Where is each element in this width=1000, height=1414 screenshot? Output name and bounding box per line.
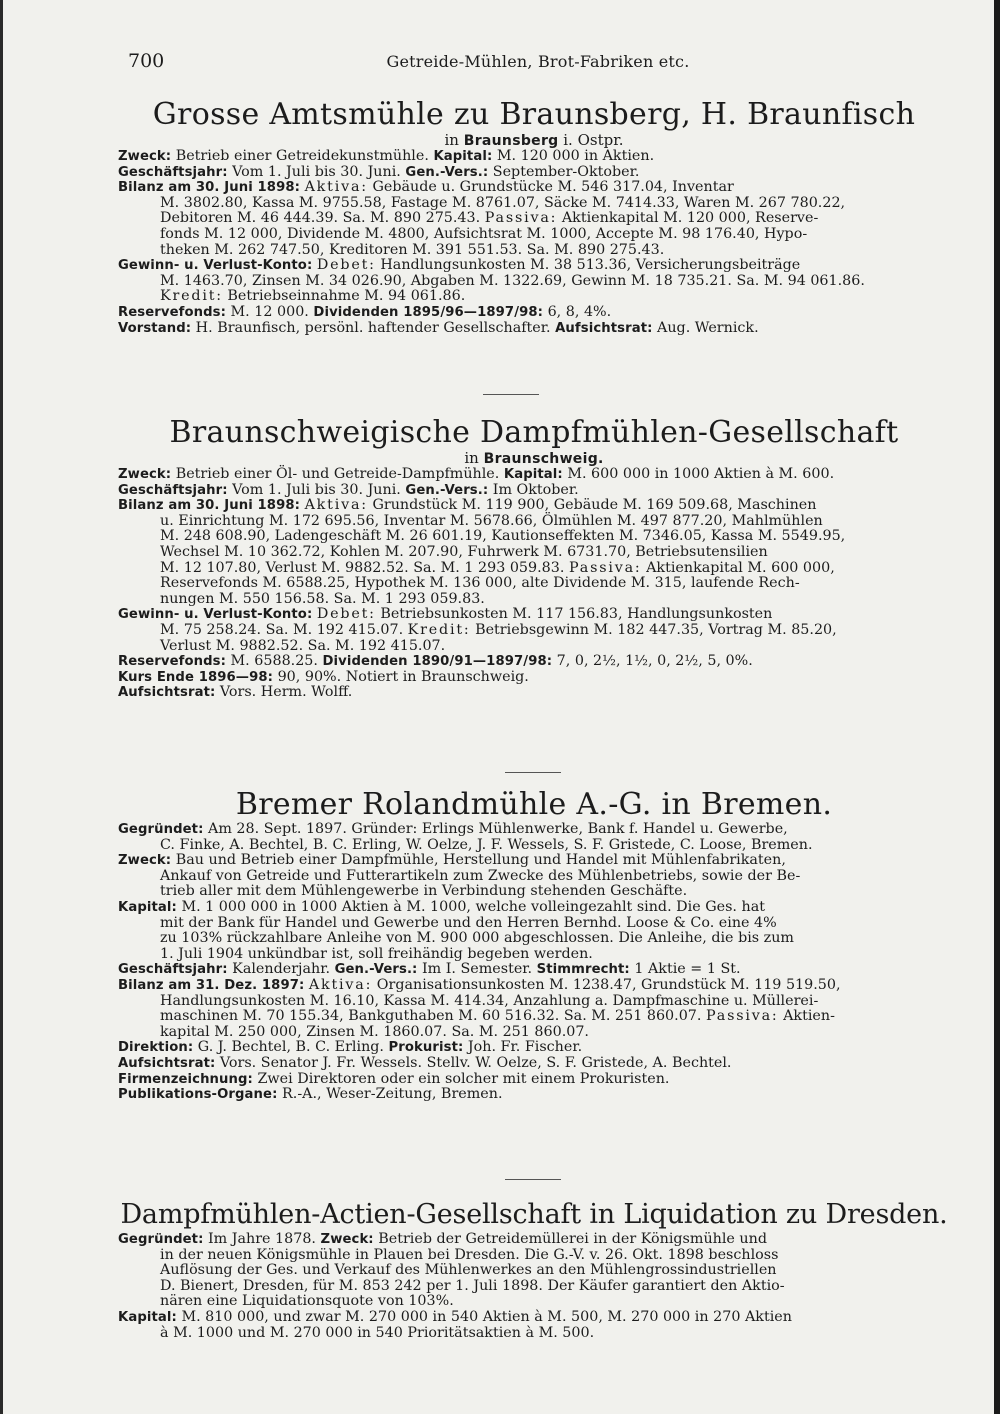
zweck-paragraph: Zweck: Bau und Betrieb einer Dampfmühle, Herstellung und Handel mit Mühlenfabrikaten, Ankauf von Getreide und Futterartikeln zum Zwecke des Mühlenbetriebs, sowie der Be- trieb aller mit dem Mühlengewerbe in Verbindung stehenden Geschäfte. [118,852,801,900]
entry-bremer-rolandmuehle [118,788,950,1103]
running-title: Getreide-Mühlen, Brot-Fabriken etc. [386,52,690,71]
company-title: Grosse Amtsmühle zu Braunsberg, H. Braunfisch [152,97,916,132]
geschaeftsjahr-line: Geschäftsjahr: Vom 1. Juli bis 30. Juni. Gen.-Vers.: Im Oktober. [118,481,579,498]
company-location: in Braunsberg i. Ostpr. [444,131,624,149]
zweck-kapital-line: Zweck: Betrieb einer Öl- und Getreide-Dampfmühle. Kapital: M. 600 000 in 1000 Aktien à M. 600. [118,466,835,482]
firmenzeichnung-line: Firmenzeichnung: Zwei Direktoren oder ein solcher mit einem Prokuristen. [118,1070,670,1087]
kapital-paragraph: Kapital: M. 810 000, und zwar M. 270 000 in 540 Aktien à M. 500, M. 270 000 in 270 Aktien à M. 1000 und M. 270 000 in 540 Prioritätsaktien à M. 500. [118,1308,792,1341]
kapital-paragraph: Kapital: M. 1 000 000 in 1000 Aktien à M. 1000, welche volleingezahlt sind. Die Ges. hat mit der Bank für Handel und Gewerbe und den Herren Bernhd. Loose & Co. eine 4% zu 103% rückzahlbare Anleihe von M. 900 000 abgeschlossen. Die Anleihe, die bis zum 1. Juli 1904 unkündbar ist, soll freihändig begeben werden. [118,898,794,962]
bilanz-paragraph: Bilanz am 31. Dez. 1897: Aktiva: Organisationsunkosten M. 1238.47, Grundstück M. 119 519.50, Handlungsunkosten M. 16.10, Kassa M. 414.34, Anzahlung a. Dampfmaschine u. Müllerei- maschinen M. 70 155.34, Bankguthaben M. 60 516.32. Sa. M. 251 860.07. Passiva: Aktien- kapital M. 250 000, Zinsen M. 1860.07. Sa. M. 251 860.07. [118,976,841,1040]
publikations-line: Publikations-Organe: R.-A., Weser-Zeitung, Bremen. [118,1086,503,1103]
page-number: 700 [128,50,165,72]
reservefonds-line: Reservefonds: M. 6588.25. Dividenden 1890/91—1897/98: 7, 0, 2½, 1½, 0, 2½, 5, 0%. [118,653,753,670]
bilanz-paragraph: Bilanz am 30. Juni 1898: Aktiva: Grundstück M. 119 900, Gebäude M. 169 509.68, Maschinen u. Einrichtung M. 172 695.56, Inventar M. 5678.66, Ölmühlen M. 497 877.20, Mahlmühlen M. 248 608.90, Ladengeschäft M. 26 601.19, Kautionseffekten M. 7346.05, Kassa M. 5549.95, Wechsel M. 10 362.72, Kohlen M. 207.90, Fuhrwerk M. 6731.70, Betriebsutensilien M. 12 107.80, Verlust M. 9882.52. Sa. M. 1 293 059.83. Passiva: Aktienkapital M. 600 000, Reservefonds M. 6588.25, Hypothek M. 136 000, alte Dividende M. 315, laufende Rech- nungen M. 550 156.58. Sa. M. 1 293 059.83. [118,497,846,607]
reservefonds-line: Reservefonds: M. 12 000. Dividenden 1895/96—1897/98: 6, 8, 4%. [118,303,612,320]
company-location: in Braunschweig. [464,449,604,467]
section-divider [505,772,561,773]
company-title: Bremer Rolandmühle A.-G. in Bremen. [235,787,833,822]
entry-dampfmuehlen-dresden [118,1198,950,1341]
gewinn-verlust-paragraph: Gewinn- u. Verlust-Konto: Debet: Handlungsunkosten M. 38 513.36, Versicherungsbeiträge M. 1463.70, Zinsen M. 34 026.90, Abgaben M. 1322.69, Gewinn M. 18 735.21. Sa. M. 94 061.86. Kredit: Betriebseinnahme M. 94 061.86. [118,257,865,305]
bilanz-paragraph: Bilanz am 30. Juni 1898: Aktiva: Gebäude u. Grundstücke M. 546 317.04, Inventar M. 3802.80, Kassa M. 9755.58, Fastage M. 8761.07, Säcke M. 7414.33, Waren M. 267 780.22, Debitoren M. 46 444.39. Sa. M. 890 275.43. Passiva: Aktienkapital M. 120 000, Reserve- fonds M. 12 000, Dividende M. 4800, Aufsichtsrat M. 1000, Accepte M. 98 176.40, Hypo- theken M. 262 747.50, Kreditoren M. 391 551.53. Sa. M. 890 275.43. [118,179,846,258]
gegruendet-zweck-paragraph: Gegründet: Im Jahre 1878. Zweck: Betrieb der Getreidemüllerei in der Königsmühle und in der neuen Königsmühle in Plauen bei Dresden. Die G.-V. v. 26. Okt. 1898 beschloss Auflösung der Ges. und Verkauf des Mühlenwerkes an den Mühlengrossindustriellen D. Bienert, Dresden, für M. 853 242 per 1. Juli 1898. Der Käufer garantiert den Aktio- nären eine Liquidationsquote von 103%. [118,1231,785,1310]
kurs-line: Kurs Ende 1896—98: 90, 90%. Notiert in Braunschweig. [118,668,529,685]
entry-amtsmuehle-braunsberg [118,98,950,336]
vorstand-line: Vorstand: H. Braunfisch, persönl. haftender Gesellschafter. Aufsichtsrat: Aug. Wernick. [118,319,759,336]
company-title: Dampfmühlen-Actien-Gesellschaft in Liquidation zu Dresden. [120,1199,948,1230]
scan-edge-left [0,0,3,1414]
page-header [128,50,948,74]
zweck-kapital-line: Zweck: Betrieb einer Getreidekunstmühle. Kapital: M. 120 000 in Aktien. [118,148,655,164]
scan-edge-right [994,0,1000,1414]
aufsichtsrat-line: Aufsichtsrat: Vors. Senator J. Fr. Wessels. Stellv. W. Oelze, S. F. Gristede, A. Bechtel. [118,1054,732,1071]
section-divider [483,394,539,395]
entry-braunschweigische-dampfmuehlen [118,416,950,701]
gewinn-verlust-paragraph: Gewinn- u. Verlust-Konto: Debet: Betriebsunkosten M. 117 156.83, Handlungsunkosten M. 75 258.24. Sa. M. 192 415.07. Kredit: Betriebsgewinn M. 182 447.35, Vortrag M. 85.20, Verlust M. 9882.52. Sa. M. 192 415.07. [118,606,837,654]
geschaeftsjahr-line: Geschäftsjahr: Vom 1. Juli bis 30. Juni. Gen.-Vers.: September-Oktober. [118,163,640,180]
aufsichtsrat-line: Aufsichtsrat: Vors. Herm. Wolff. [118,684,353,701]
section-divider [505,1179,561,1180]
gegruendet-paragraph: Gegründet: Am 28. Sept. 1897. Gründer: Erlings Mühlenwerke, Bank f. Handel u. Gewerbe, C. Finke, A. Bechtel, B. C. Erling, W. Oelze, J. F. Wessels, S. F. Gristede, C. Loose, Bremen. [118,821,813,853]
company-title: Braunschweigische Dampfmühlen-Gesellschaft [169,415,899,450]
geschaeftsjahr-line: Geschäftsjahr: Kalenderjahr. Gen.-Vers.: Im I. Semester. Stimmrecht: 1 Aktie = 1 St. [118,961,741,978]
direktion-line: Direktion: G. J. Bechtel, B. C. Erling. Prokurist: Joh. Fr. Fischer. [118,1039,583,1056]
